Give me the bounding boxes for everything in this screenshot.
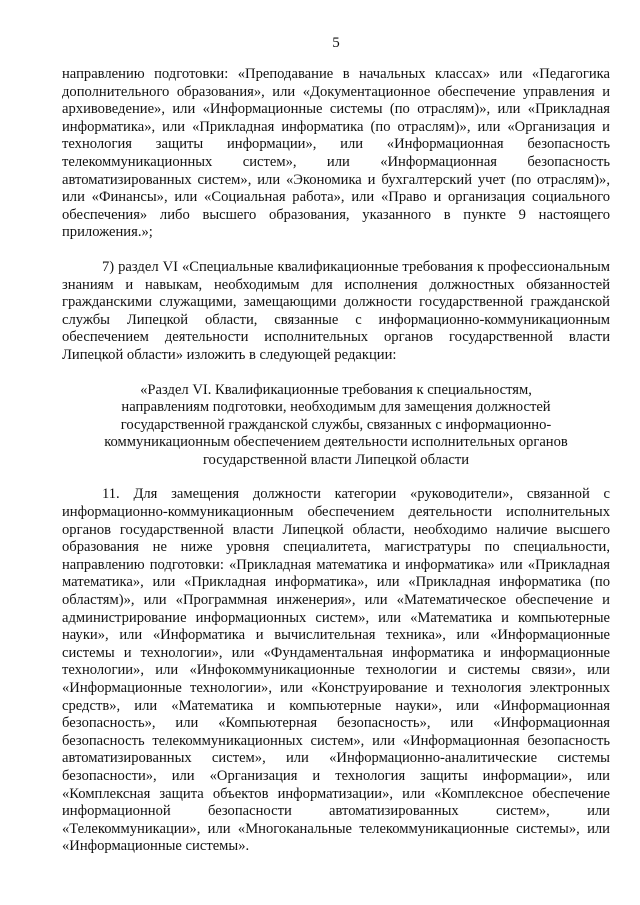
section-heading: [62, 382, 610, 470]
section-heading-line: коммуникационным обеспечением деятельности исполнительных органов: [104, 434, 568, 451]
document-page: [62, 34, 610, 856]
paragraph-item-11: 11. Для замещения должности категории «руководители», связанной с информационно-коммуникационным обеспечением деятельности исполнительных органов государственной власти Липецкой области, необходимо наличие высшего образования не ниже уровня специалитета, магистратуры по специальности, направлению подготовки: «Прикладная математика и информатика» или «Прикладная математика», или «Прикладная информатика», или «Прикладная информатика (по областям)», или «Программная инженерия», или «Математическое обеспечение и администрирование информационных систем», или «Математика и компьютерные науки», или «Информатика и вычислительная техника», или «Информационные системы и технологии», или «Фундаментальная информатика и информационные технологии», или «Инфокоммуникационные технологии и системы связи», или «Информационные технологии», или «Конструирование и технология электронных средств», или «Математика и компьютерные науки», или «Информационная безопасность», или «Компьютерная безопасность», или «Информационная безопасность телекоммуникационных систем», или «Информационная безопасность автоматизированных систем», или «Информационно-аналитические системы безопасности», или «Организация и технология защиты информации», или «Комплексная защита объектов информатизации», или «Комплексное обеспечение информационной безопасности автоматизированных систем», или «Телекоммуникации», или «Многоканальные телекоммуникационные системы», или «Информационные системы».: [62, 486, 610, 855]
paragraph-continuation: направлению подготовки: «Преподавание в начальных классах» или «Педагогика дополнительного образования», или «Документационное обеспечение управления и архивоведение», или «Информационные системы (по отраслям)», или «Прикладная информатика», или «Прикладная информатика (по отраслям)», или «Организация и технология защиты информации», или «Информационная безопасность телекоммуникационных систем», или «Информационная безопасность автоматизированных систем», или «Экономика и бухгалтерский учет (по отраслям)», или «Финансы», или «Социальная работа», или «Право и организация социального обеспечения» либо высшего образования, указанного в пункте 9 настоящего приложения.»;: [62, 66, 610, 241]
page-number: 5: [332, 35, 340, 51]
paragraph-item-7: 7) раздел VI «Специальные квалификационные требования к профессиональным знаниям и навыкам, необходимым для исполнения должностных обязанностей гражданскими служащими, замещающими должности государственной гражданской службы Липецкой области, связанные с информационно-коммуникационным обеспечением деятельности исполнительных органов государственной власти Липецкой области» изложить в следующей редакции:: [62, 258, 610, 363]
paragraph-gap: [62, 365, 610, 382]
section-heading-line: государственной гражданской службы, связанных с информационно-: [120, 416, 552, 433]
section-heading-line: направлениям подготовки, необходимым для замещения должностей: [121, 399, 551, 416]
paragraph-gap: [62, 242, 610, 259]
paragraph-gap: [62, 469, 610, 486]
section-heading-line: государственной власти Липецкой области: [202, 451, 470, 468]
section-heading-line: «Раздел VI. Квалификационные требования к специальностям,: [140, 381, 532, 398]
